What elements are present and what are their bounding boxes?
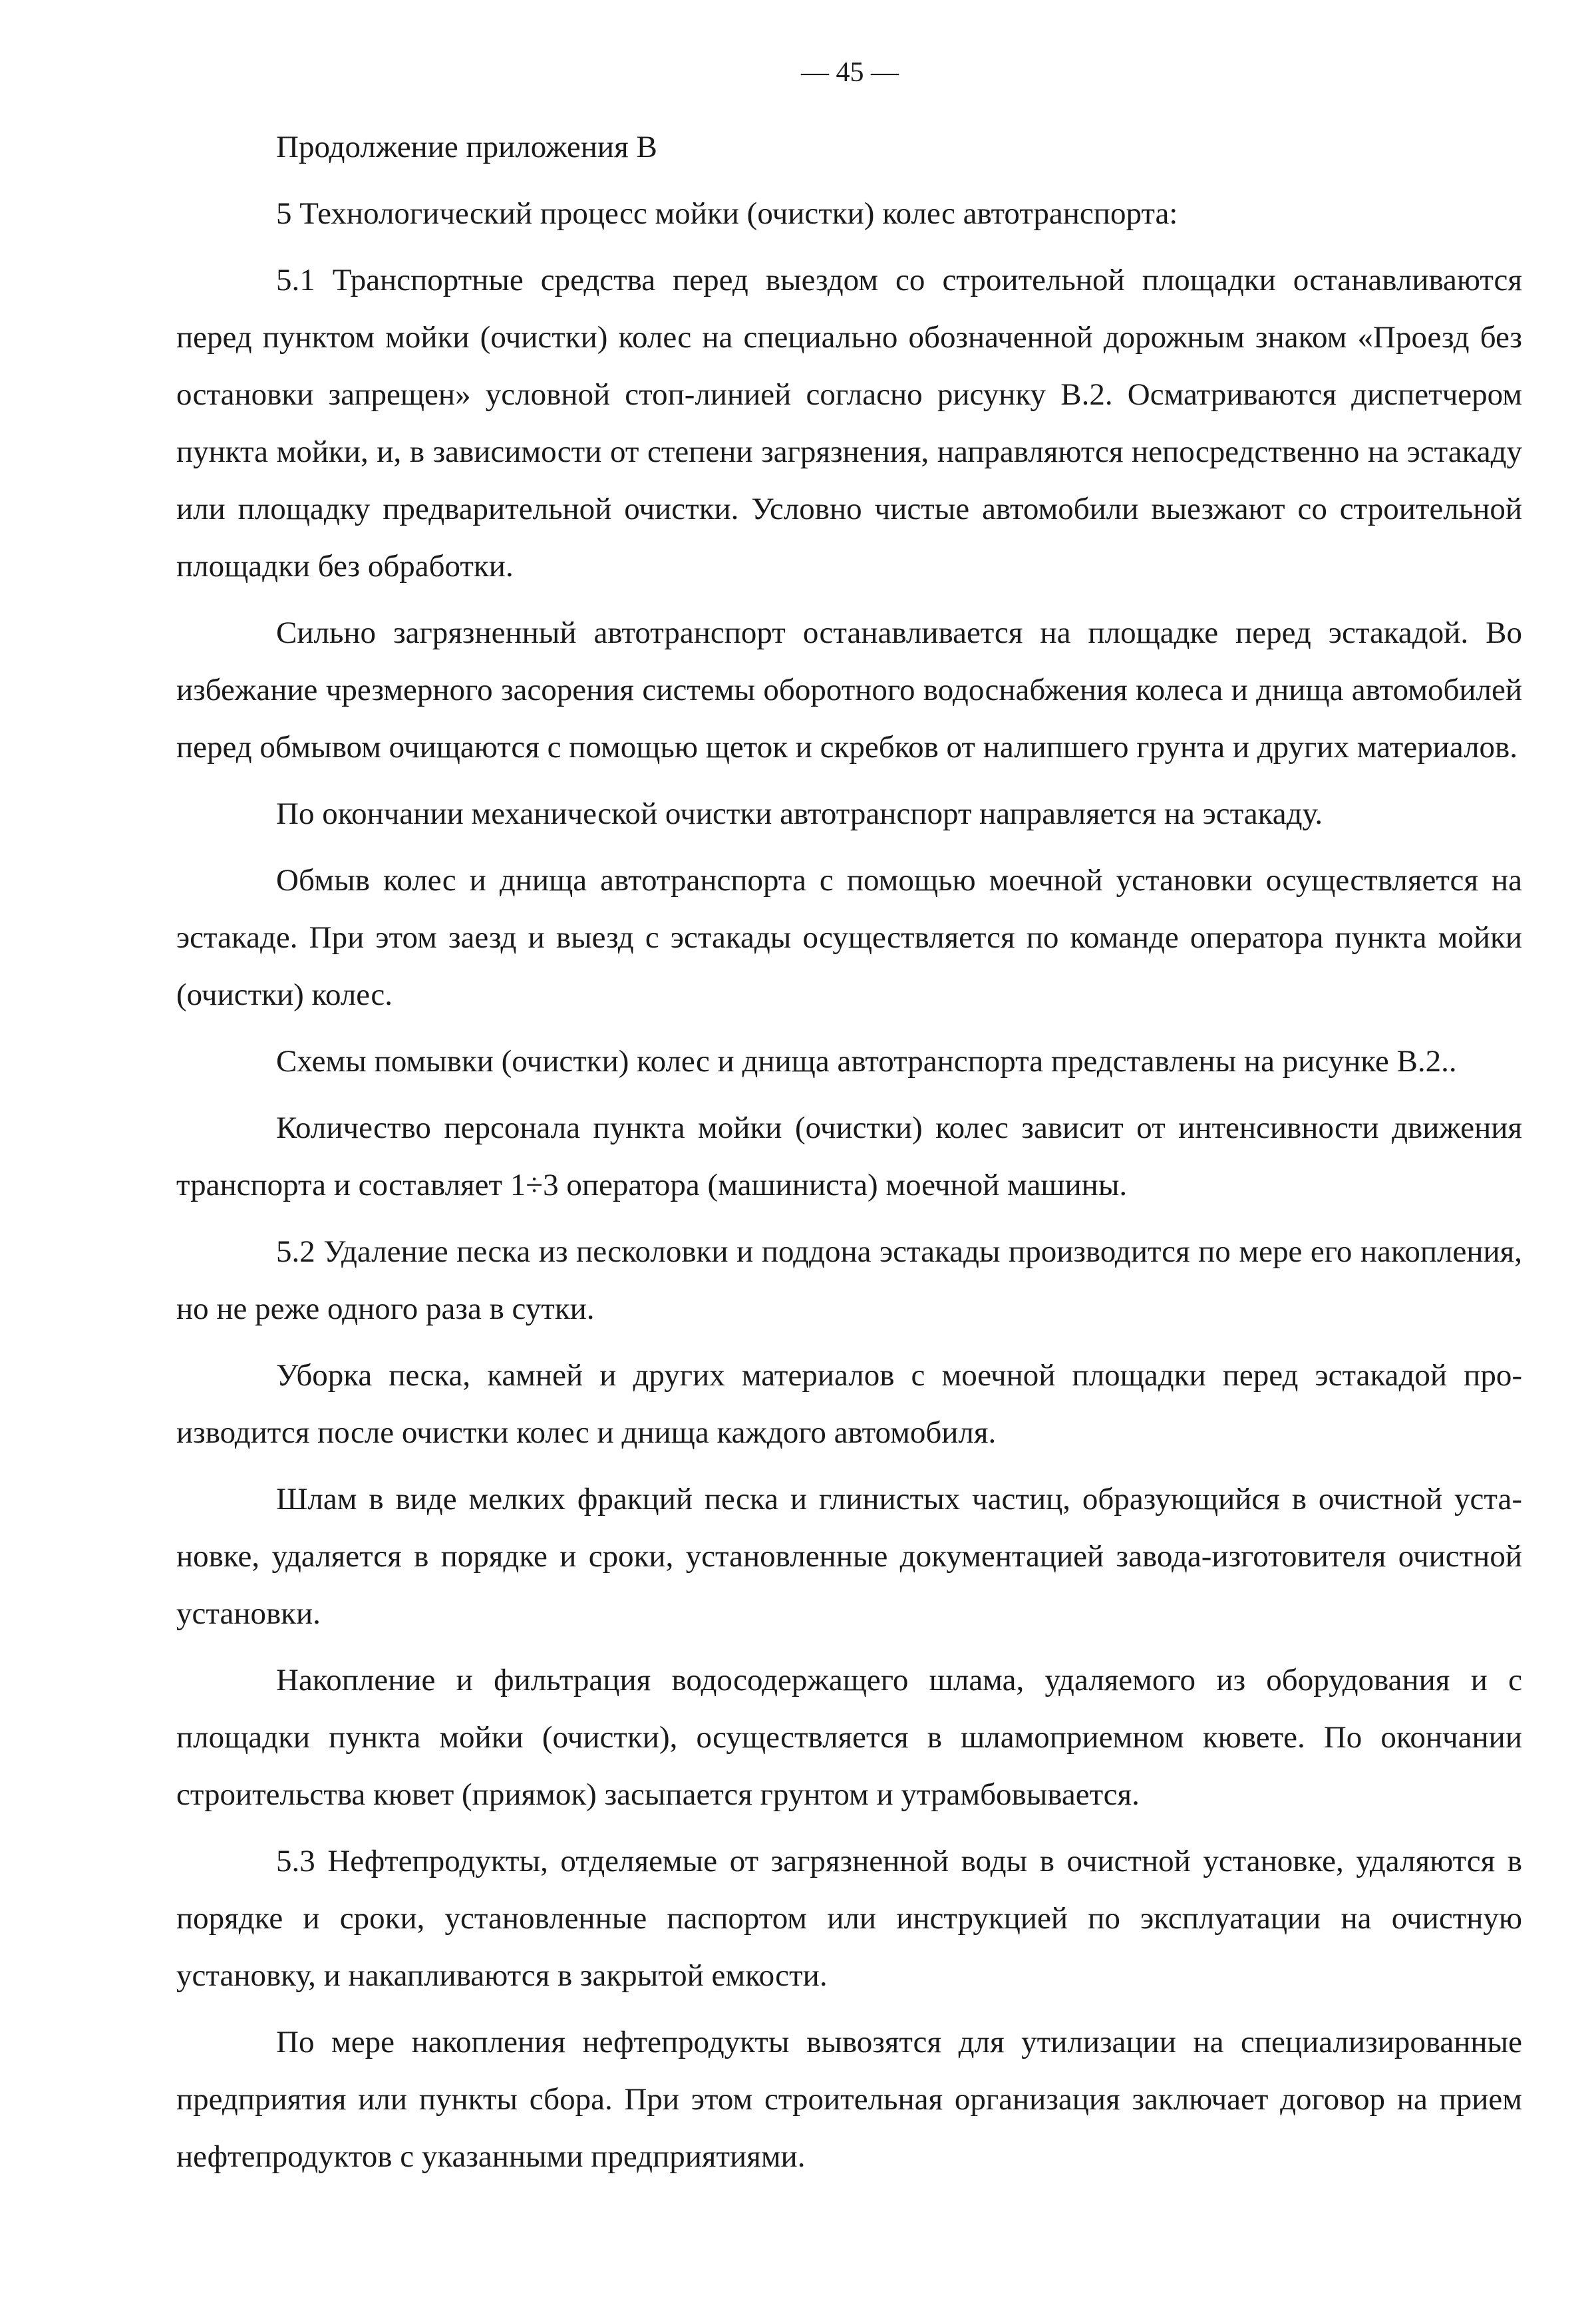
paragraph: Схемы помывки (очистки) колес и днища автотранспорта представлены на рисунке В.2.. <box>276 1044 1457 1079</box>
paragraph: По мере накопления нефтепродукты вывозятся для утилизации на специализированные предприятия или пункты сбора. При этом строительная организация заключает договор на прием нефтепродуктов с указанными предприятиями. <box>176 2025 1522 2174</box>
body-text <box>176 118 1522 2195</box>
paragraph: Уборка песка, камней и других материалов с моечной площадки перед эстакадой производится после очистки колес и днища каждого автомобиля. <box>176 1358 1522 1450</box>
paragraph: Количество персонала пункта мойки (очистки) колес зависит от интенсивности движения транспорта и составляет 1÷3 оператора (машиниста) моечной машины. <box>176 1111 1522 1202</box>
paragraph: Шлам в виде мелких фракций песка и глинистых частиц, образующийся в очистной установке, удаляется в порядке и сроки, установленные документацией завода-изготовителя очистной установки. <box>176 1482 1522 1631</box>
paragraph: Накопление и фильтрация водосодержащего шлама, удаляемого из оборудования и с площадки пункта мойки (очистки), осуществляется в шламоприемном кювете. По окончании строительства кювет (приямок) засыпается грунтом и утрамбовывается. <box>176 1663 1522 1812</box>
paragraph: По окончании механической очистки автотранспорт направляется на эстакаду. <box>276 797 1323 831</box>
paragraph: 5.3 Нефтепродукты, отделяемые от загрязненной воды в очистной установке, удаляются в порядке и сроки, установленные паспортом или инструкцией по эксплуатации на очистную установку, и накапливаются в закрытой емкости. <box>176 1844 1522 1993</box>
page-number: — 45 — <box>801 57 899 88</box>
paragraph: Сильно загрязненный автотранспорт останавливается на площадке перед эстакадой. Во избежание чрезмерного засорения системы оборотного водоснабжения колеса и днища автомобилей перед обмывом очищаются с помощью щеток и скребков от налипшего грунта и других материалов. <box>176 616 1522 765</box>
paragraph: 5.2 Удаление песка из песколовки и поддона эстакады производится по мере его накопления, но не реже одного раза в сутки. <box>176 1234 1522 1326</box>
appendix-continuation-heading: Продолжение приложения В <box>276 130 657 164</box>
paragraph: Обмыв колес и днища автотранспорта с помощью моечной установки осуществляется на эстакаде. При этом заезд и выезд с эстакады осуществляется по команде оператора пункта мойки (очистки) колес. <box>176 863 1522 1012</box>
paragraph: 5.1 Транспортные средства перед выездом со строительной площадки останавливаются перед пунктом мойки (очистки) колес на специально обозначенной дорожным знаком «Проезд без остановки запрещен» условной стоп-линией согласно рисунку В.2. Осматриваются диспетчером пункта мойки, и, в зависимости от степени загрязнения, направляются непосредственно на эстакаду или площадку предварительной очистки. Условно чистые автомобили выезжают со строительной площадки без обработки. <box>176 263 1522 584</box>
section-heading: 5 Технологический процесс мойки (очистки) колес автотранспорта: <box>276 196 1178 231</box>
